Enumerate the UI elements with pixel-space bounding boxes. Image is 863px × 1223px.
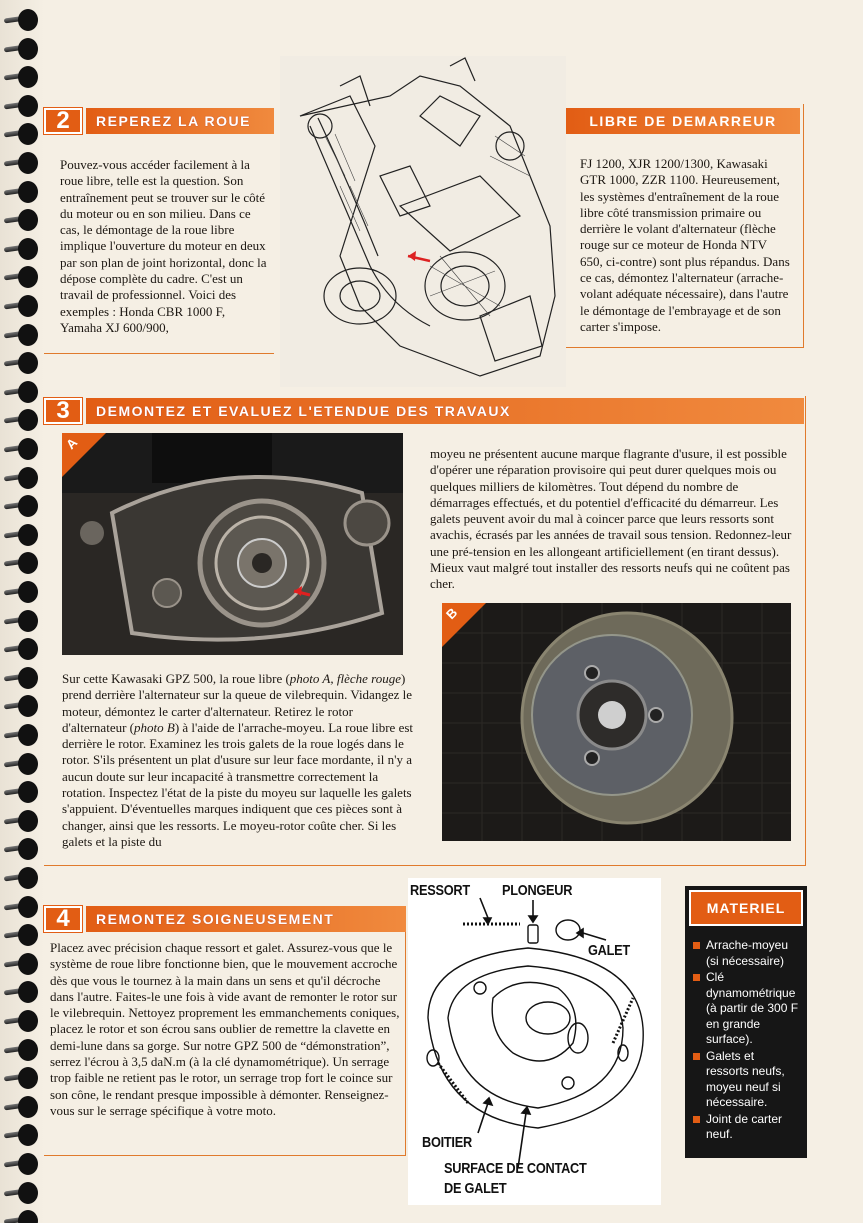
- binding-ring: [4, 895, 40, 919]
- section-3-header: [44, 398, 804, 424]
- section-2-right-title: LIBRE DE DEMARREUR: [566, 108, 800, 134]
- section-3-text-left-italic1: photo A, flèche rouge: [289, 671, 401, 686]
- label-galet: GALET: [588, 942, 630, 959]
- materiel-item: Joint de carter neuf.: [693, 1112, 799, 1143]
- binding-ring: [4, 351, 40, 375]
- binding-ring: [4, 94, 40, 118]
- binding-ring: [4, 1095, 40, 1119]
- binding-ring: [4, 837, 40, 861]
- section-2-text-right: FJ 1200, XJR 1200/1300, Kawasaki GTR 1000, ZZR 1100. Heureusement, les systèmes d'entraînement de la roue libre côté transmission primaire ou derrière le volant d'alternateur (flèche rouge sur ce moteur de Honda NTV 650, ci-contre) sont plus répandus. Dans ce cas, démontez l'alternateur (arrache-volant adéquate nécessaire), dans l'autre le démontage de l'embrayage et de son carter s'impose.: [580, 156, 790, 334]
- binding-ring: [4, 780, 40, 804]
- materiel-box: [685, 886, 807, 1158]
- diagram-drawing: [408, 878, 661, 1205]
- binding-ring: [4, 866, 40, 890]
- binding-ring: [4, 1152, 40, 1176]
- section-4-text: Placez avec précision chaque ressort et galet. Assurez-vous que le système de roue libre fonctionne bien, que le mouvement accroche dès que vous le tournez à la main dans un sens et qu'il décroche dans l'autre. Faites-le une fois à vide avant de remonter le rotor sur le vilebrequin. Nettoyez proprement les emmanchements coniques, placez le rotor et son écrou sans oublier de remettre la clavette en demi-lune dans sa gorge. Sur notre GPZ 500 de “démonstration”, serrez l'écrou à 3,5 daN.m (à la clé dynamométrique). Un serrage trop faible ne retient pas le rotor, un serrage trop fort le coince sur son cône, le rendant presque impossible à démonter. Renseignez-vous sur le serrage spécifique à votre moto.: [50, 940, 400, 1118]
- binding-ring: [4, 1009, 40, 1033]
- binding-ring: [4, 380, 40, 404]
- binding-ring: [4, 952, 40, 976]
- materiel-item: Arrache-moyeu (si nécessaire): [693, 938, 799, 969]
- binding-ring: [4, 437, 40, 461]
- binding-ring: [4, 980, 40, 1004]
- section-2-number: 2: [44, 108, 82, 134]
- engine-illustration: [280, 56, 566, 387]
- binding-ring: [4, 580, 40, 604]
- photo-a-image: [62, 433, 403, 655]
- binding-ring: [4, 1123, 40, 1147]
- spiral-binding: [0, 0, 44, 1223]
- binding-ring: [4, 180, 40, 204]
- binding-ring: [4, 809, 40, 833]
- section-3-title: DEMONTEZ ET EVALUEZ L'ETENDUE DES TRAVAUX: [86, 398, 804, 424]
- photo-a-label: A: [63, 434, 81, 453]
- binding-ring: [4, 294, 40, 318]
- photo-b-image: [442, 603, 791, 841]
- materiel-item: Galets et ressorts neufs, moyeu neuf si nécessaire.: [693, 1049, 799, 1111]
- binding-ring: [4, 523, 40, 547]
- binding-ring: [4, 1038, 40, 1062]
- section-4-title: REMONTEZ SOIGNEUSEMENT: [86, 906, 406, 932]
- section-3-text-left-italic2: photo B: [134, 719, 175, 735]
- binding-ring: [4, 1181, 40, 1205]
- materiel-list: [685, 930, 807, 1143]
- binding-ring: [4, 265, 40, 289]
- binding-ring: [4, 1209, 40, 1223]
- section-2-header: [44, 108, 274, 134]
- section-4-number: 4: [44, 906, 82, 932]
- section-3-text-left: [62, 671, 420, 850]
- photo-a: [62, 433, 403, 655]
- binding-ring: [4, 923, 40, 947]
- binding-ring: [4, 122, 40, 146]
- section-3-text-left-part3: ) à l'aide de l'arrache-moyeu. La roue libre est derrière le rotor. Examinez les trois galets de la roue logés dans le rotor. S'ils présentent un plat d'usure sur leur face mordante, il n'y a aucun doute sur leur incapacité à transmettre correctement la rotation. Inspectez l'état de la piste du moyeu sur laquelle les galets s'appuient. D'éventuelles marques indiquent que ces pièces sont à changer, ainsi que les ressorts. Le moyeu-rotor coûte cher. Si les galets et la piste du: [62, 719, 414, 849]
- binding-ring: [4, 8, 40, 32]
- photo-b: [442, 603, 791, 841]
- binding-ring: [4, 151, 40, 175]
- engine-drawing-svg: [280, 56, 566, 387]
- photo-b-label: B: [443, 604, 461, 623]
- materiel-title: MATERIEL: [689, 890, 803, 926]
- binding-ring: [4, 752, 40, 776]
- materiel-item: Clé dynamométrique (à partir de 300 F en grande surface).: [693, 970, 799, 1048]
- section-3-text-left-part1: Sur cette Kawasaki GPZ 500, la roue libre (: [62, 671, 290, 686]
- label-ressort: RESSORT: [410, 882, 470, 899]
- section-3-text-right: moyeu ne présentent aucune marque flagrante d'usure, il est possible d'opérer une réparation provisoire qui peut durer quelques mois ou quelques milliers de kilomètres. Tout dépend du nombre de démarrages effectués, et du potentiel d'efficacité du démarreur. Les galets peuvent avoir du mal à coincer parce que leurs ressorts sont avachis, écrasés par les années de travail sous tension. Redonnez-leur une pré-tension en les allongeant artificiellement (en tirant dessus). Mieux vaut malgré tout installer des ressorts neufs qui ne coûtent pas cher.: [430, 446, 792, 592]
- binding-ring: [4, 551, 40, 575]
- binding-ring: [4, 408, 40, 432]
- binding-ring: [4, 666, 40, 690]
- binding-ring: [4, 208, 40, 232]
- binding-ring: [4, 723, 40, 747]
- roue-libre-diagram: [408, 878, 661, 1205]
- label-boitier: BOITIER: [422, 1134, 472, 1151]
- section-3-text-left-part2: ) prend derrière l'alternateur sur la queue de vilebrequin. Vidangez le moteur, démontez le carter d'alternateur. Retirez le rotor d'alternateur (: [62, 671, 412, 735]
- section-2-text-left: Pouvez-vous accéder facilement à la roue libre, telle est la question. Son entraînement peut se trouver sur le côté du moteur ou en son milieu. Dans ce cas, le démontage de la roue libre implique l'ouverture du moteur en deux par son plan de joint horizontal, donc la dépose complète du cadre. C'est un travail de professionnel. Voici des exemples : Honda CBR 1000 F, Yamaha XJ 600/900,: [60, 157, 267, 335]
- section-3-number: 3: [44, 398, 82, 424]
- binding-ring: [4, 637, 40, 661]
- label-surface-line2: DE GALET: [444, 1180, 507, 1197]
- binding-ring: [4, 494, 40, 518]
- label-plongeur: PLONGEUR: [502, 882, 573, 899]
- binding-ring: [4, 37, 40, 61]
- binding-ring: [4, 1066, 40, 1090]
- binding-ring: [4, 323, 40, 347]
- binding-ring: [4, 65, 40, 89]
- binding-ring: [4, 609, 40, 633]
- binding-ring: [4, 694, 40, 718]
- binding-ring: [4, 466, 40, 490]
- section-4-header: [44, 906, 406, 932]
- section-2-title: REPEREZ LA ROUE: [86, 108, 274, 134]
- binding-ring: [4, 237, 40, 261]
- label-surface-line1: SURFACE DE CONTACT: [444, 1160, 587, 1177]
